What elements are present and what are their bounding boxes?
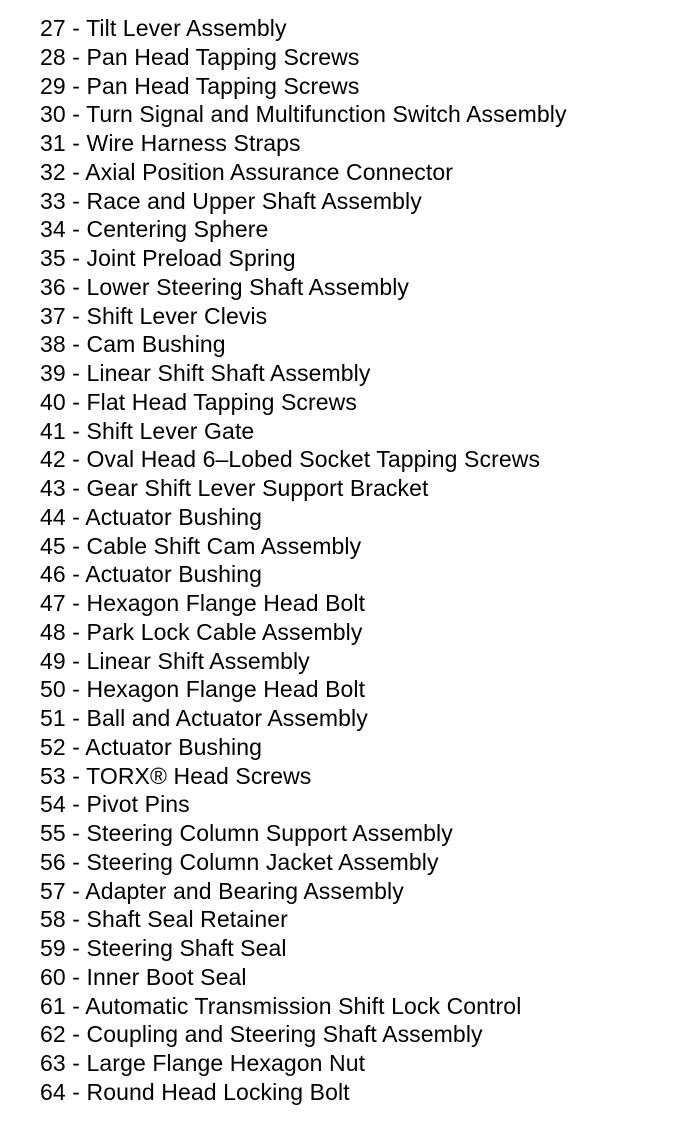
list-item: 43 - Gear Shift Lever Support Bracket [40, 475, 429, 501]
list-item: 51 - Ball and Actuator Assembly [40, 705, 368, 731]
list-item: 40 - Flat Head Tapping Screws [40, 388, 357, 415]
list-item: 38 - Cam Bushing [40, 331, 226, 358]
list-item: 60 - Inner Boot Seal [40, 963, 247, 990]
list-item: 42 - Oval Head 6–Lobed Socket Tapping Screws [40, 446, 541, 473]
list-item: 48 - Park Lock Cable Assembly [40, 618, 363, 645]
list-item: 64 - Round Head Locking Bolt [40, 1078, 350, 1105]
list-item: 39 - Linear Shift Shaft Assembly [40, 360, 371, 386]
list-item: 27 - Tilt Lever Assembly [40, 15, 287, 41]
list-item: 50 - Hexagon Flange Head Bolt [40, 676, 366, 703]
list-item: 55 - Steering Column Support Assembly [40, 820, 453, 846]
parts-legend-list [40, 14, 567, 1107]
list-item: 63 - Large Flange Hexagon Nut [40, 1050, 366, 1076]
list-item: 62 - Coupling and Steering Shaft Assembly [40, 1021, 483, 1048]
list-item: 46 - Actuator Bushing [40, 561, 263, 588]
list-item: 44 - Actuator Bushing [40, 503, 263, 530]
list-item: 41 - Shift Lever Gate [40, 417, 255, 444]
list-item: 52 - Actuator Bushing [40, 733, 263, 760]
list-item: 61 - Automatic Transmission Shift Lock Control [40, 992, 522, 1019]
list-item: 49 - Linear Shift Assembly [40, 647, 310, 674]
list-item: 32 - Axial Position Assurance Connector [40, 158, 454, 185]
list-item: 58 - Shaft Seal Retainer [40, 906, 288, 933]
list-item: 57 - Adapter and Bearing Assembly [40, 877, 404, 904]
list-item: 30 - Turn Signal and Multifunction Switch Assembly [40, 101, 567, 128]
list-item: 56 - Steering Column Jacket Assembly [40, 848, 439, 875]
list-item: 37 - Shift Lever Clevis [40, 302, 268, 329]
list-item: 36 - Lower Steering Shaft Assembly [40, 273, 410, 300]
list-item: 31 - Wire Harness Straps [40, 130, 301, 156]
list-item: 59 - Steering Shaft Seal [40, 935, 287, 961]
list-item: 29 - Pan Head Tapping Screws [40, 72, 360, 99]
list-item: 45 - Cable Shift Cam Assembly [40, 532, 362, 559]
list-item: 47 - Hexagon Flange Head Bolt [40, 590, 366, 616]
list-item: 28 - Pan Head Tapping Screws [40, 43, 360, 70]
list-item: 35 - Joint Preload Spring [40, 245, 296, 271]
list-item: 53 - TORX® Head Screws [40, 762, 312, 789]
list-item: 54 - Pivot Pins [40, 791, 190, 818]
list-item: 33 - Race and Upper Shaft Assembly [40, 187, 422, 214]
list-item: 34 - Centering Sphere [40, 216, 269, 243]
